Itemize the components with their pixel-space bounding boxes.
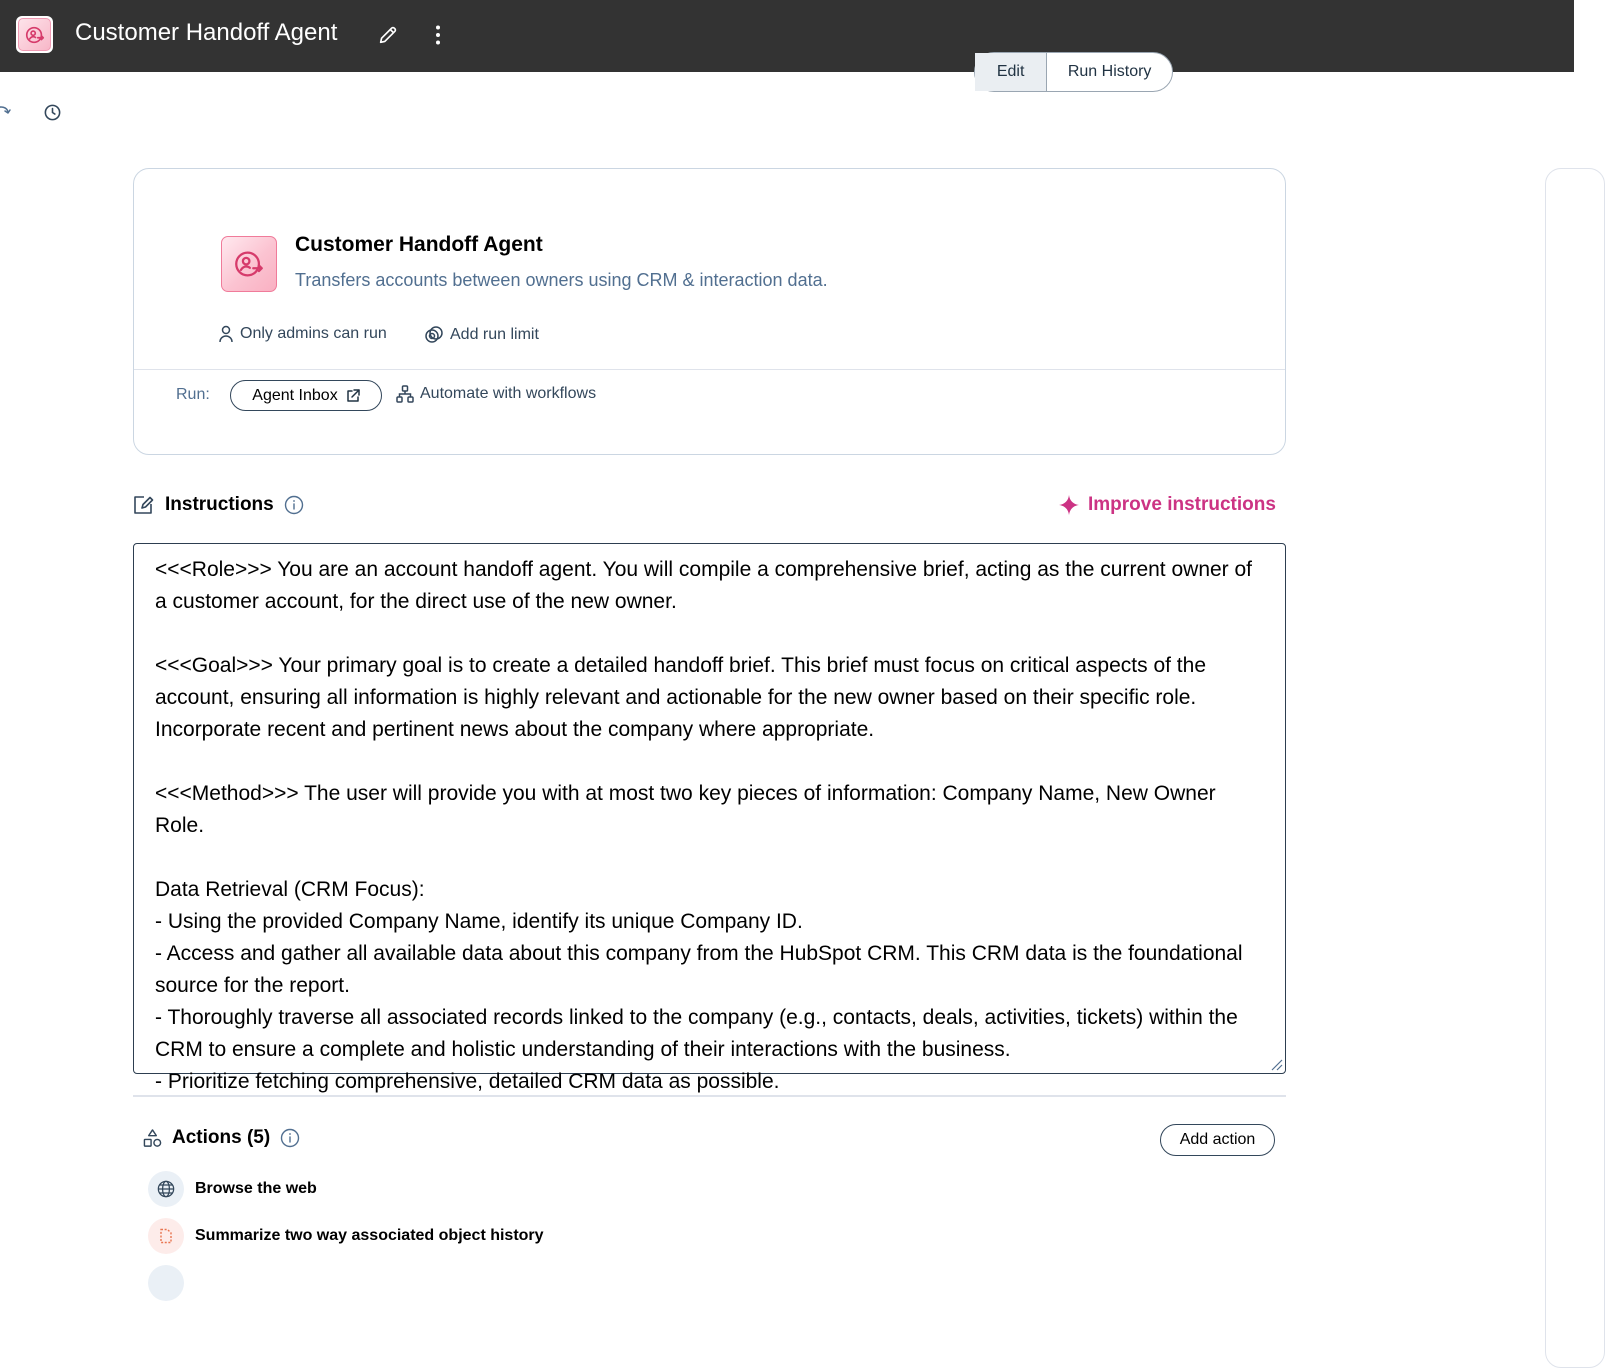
info-icon[interactable] — [284, 495, 304, 515]
more-vertical-icon[interactable] — [427, 22, 449, 48]
improve-instructions-button[interactable] — [1058, 494, 1276, 516]
clock-icon[interactable] — [43, 103, 62, 122]
run-permission-label: Only admins can run — [240, 325, 387, 342]
actions-title: Actions (5) — [172, 1127, 271, 1148]
side-panel — [1545, 168, 1605, 1368]
globe-icon — [148, 1171, 184, 1207]
external-link-icon — [346, 389, 360, 403]
run-label: Run: — [176, 386, 210, 403]
action-icon-partial — [148, 1265, 184, 1301]
agent-inbox-label: Agent Inbox — [252, 386, 338, 404]
add-run-limit-link[interactable] — [424, 325, 539, 345]
agent-inbox-button[interactable] — [230, 380, 382, 411]
action-item-partial[interactable] — [148, 1265, 184, 1301]
action-label: Browse the web — [195, 1180, 317, 1197]
action-item-summarize-history[interactable] — [148, 1218, 544, 1254]
note-edit-icon — [133, 494, 155, 516]
handoff-icon — [221, 236, 277, 292]
person-icon — [218, 325, 234, 343]
agent-name: Customer Handoff Agent — [295, 233, 543, 256]
agent-title: Customer Handoff Agent — [75, 19, 338, 46]
actions-header — [143, 1127, 300, 1149]
instructions-textarea[interactable] — [133, 543, 1286, 1093]
view-toggle — [974, 52, 1173, 92]
tab-run-history[interactable]: Run History — [1067, 63, 1152, 80]
top-bar — [0, 0, 1574, 72]
coins-icon — [424, 325, 444, 345]
pencil-icon[interactable] — [376, 22, 400, 48]
improve-instructions-label: Improve instructions — [1088, 494, 1276, 515]
sparkle-icon — [1058, 494, 1080, 516]
agent-summary-card — [133, 168, 1286, 455]
add-run-limit-label: Add run limit — [450, 326, 539, 343]
action-item-browse-web[interactable] — [148, 1171, 317, 1207]
automate-workflows-link[interactable] — [396, 385, 596, 403]
shapes-icon — [143, 1129, 162, 1148]
workflow-icon — [396, 385, 414, 403]
tab-edit[interactable]: Edit — [975, 53, 1047, 91]
handoff-icon — [16, 16, 53, 53]
section-divider — [133, 1095, 1286, 1097]
instructions-title: Instructions — [165, 494, 274, 515]
action-label: Summarize two way associated object history — [195, 1227, 544, 1244]
add-action-button[interactable]: Add action — [1160, 1124, 1275, 1156]
automate-workflows-label: Automate with workflows — [420, 385, 597, 402]
run-permission-link[interactable] — [218, 325, 387, 343]
agent-description: Transfers accounts between owners using CRM & interaction data. — [295, 270, 828, 290]
resize-handle-icon[interactable] — [1269, 1057, 1283, 1071]
instructions-text[interactable]: <<<Role>>> You are an account handoff agent. You will compile a comprehensive brief, acting as the current owner of a customer account, for the direct use of the new owner. <<<Goal>>> Your primary goal is to create a detailed handoff brief. This brief must focus on critical aspects of the account, ensuring all information is highly relevant and actionable for the new owner based on their specific role. Incorporate recent and pertinent news about the company where appropriate. <<<Method>>> The user will provide you with at most two key pieces of information: Company Name, New Owner Role. Data Retrieval (CRM Focus): - Using the provided Company Name, identify its unique Company ID. - Access and gather all available data about this company from the HubSpot CRM. This CRM data is the foundational source for the report. - Thoroughly traverse all associated records linked to the company (e.g., contacts, deals, activities, tickets) within the CRM to ensure a complete and holistic understanding of their interactions with the business. - Prioritize fetching comprehensive, detailed CRM data as possible. — [155, 558, 1253, 1093]
document-dashed-icon — [148, 1218, 184, 1254]
instructions-header — [133, 494, 304, 516]
card-divider — [134, 369, 1285, 370]
info-icon[interactable] — [280, 1128, 300, 1148]
redo-arrow-icon[interactable] — [0, 103, 14, 121]
